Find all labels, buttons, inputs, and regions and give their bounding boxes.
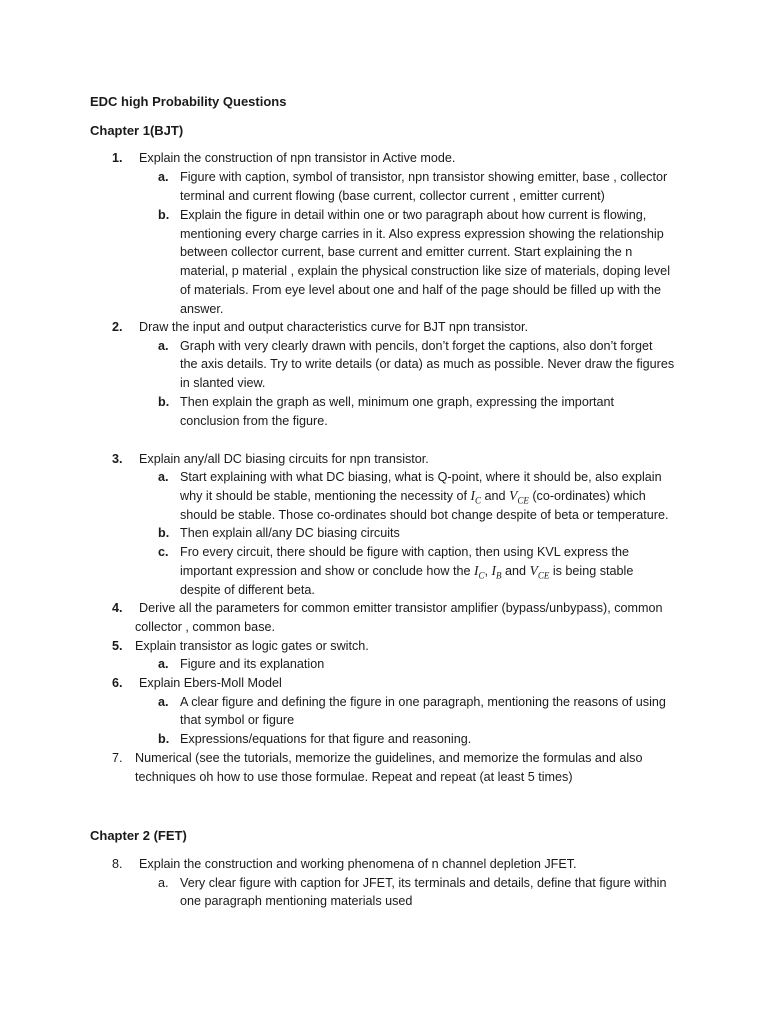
question-2-number: 2.	[112, 320, 123, 334]
question-3a-label: a.	[158, 470, 169, 484]
ib-math-subscript: B	[496, 570, 502, 581]
question-3c-line-3: despite of different beta.	[180, 583, 315, 597]
question-2b-line-2: conclusion from the figure.	[180, 414, 328, 428]
question-3c-line-2-post: is being stable	[549, 564, 634, 578]
ib-math	[491, 563, 502, 581]
question-1-text: Explain the construction of npn transistor in Active mode.	[139, 151, 456, 165]
question-4-number: 4.	[112, 601, 123, 615]
question-1b-line-1: Explain the figure in detail within one or two paragraph about how current is flowing,	[180, 208, 647, 222]
question-2a-label: a.	[158, 339, 169, 353]
question-3a-line-2	[180, 488, 646, 506]
question-3a-line-2-pre: why it should be stable, mentioning the necessity of	[180, 489, 471, 503]
question-7-line-2: techniques oh how to use those formulae. Repeat and repeat (at least 5 times)	[135, 770, 573, 784]
question-6b-text: Expressions/equations for that figure and reasoning.	[180, 732, 472, 746]
question-3c-line-2	[180, 563, 633, 581]
question-3c-label: c.	[158, 545, 169, 559]
question-1a-line-1: Figure with caption, symbol of transistor, npn transistor showing emitter, base , collector	[180, 170, 668, 184]
question-1b-line-2: mentioning every charge carries in it. Also express expression showing the relationship	[180, 227, 664, 241]
question-8-text: Explain the construction and working phenomena of n channel depletion JFET.	[139, 857, 577, 871]
question-8a-line-1: Very clear figure with caption for JFET, its terminals and details, define that figure within	[180, 876, 667, 890]
question-1b-line-6: answer.	[180, 302, 224, 316]
question-2a-line-1: Graph with very clearly drawn with pencils, don’t forget the captions, also don’t forget	[180, 339, 653, 353]
question-3b-line-1: Then explain all/any DC biasing circuits	[180, 526, 400, 540]
question-2b-line-1: Then explain the graph as well, minimum one graph, expressing the important	[180, 395, 615, 409]
question-3-number: 3.	[112, 452, 123, 466]
document-title: EDC high Probability Questions	[90, 94, 287, 109]
question-3c-and: and	[501, 564, 530, 578]
ic-math-2-symbol: I	[474, 563, 479, 578]
ic-math	[470, 488, 482, 506]
vce-math-2-symbol: V	[529, 563, 538, 578]
question-2a-line-3: in slanted view.	[180, 376, 266, 390]
question-5-number: 5.	[112, 639, 123, 653]
question-6a-line-2: that symbol or figure	[180, 713, 295, 727]
vce-math-symbol: V	[509, 488, 518, 503]
question-6b-label: b.	[158, 732, 170, 746]
question-5a-label: a.	[158, 657, 169, 671]
ic-math-subscript: C	[475, 495, 482, 506]
chapter-2-heading: Chapter 2 (FET)	[90, 828, 187, 843]
question-2a-line-2: the axis details. Try to write details (or data) as much as possible. Never draw the figures	[180, 357, 675, 371]
question-7-number: 7.	[112, 751, 123, 765]
question-8a-line-2: one paragraph mentioning materials used	[180, 894, 413, 908]
question-7-line-1: Numerical (see the tutorials, memorize the guidelines, and memorize the formulas and also	[135, 751, 643, 765]
ic-math-2-subscript: C	[478, 570, 485, 581]
vce-math	[509, 488, 529, 506]
question-3c-line-1: Fro every circuit, there should be figure with caption, then using KVL express the	[180, 545, 629, 559]
question-3-text: Explain any/all DC biasing circuits for npn transistor.	[139, 452, 429, 466]
question-3a-line-2-post: (co-ordinates) which	[528, 489, 646, 503]
question-5-text: Explain transistor as logic gates or switch.	[135, 639, 369, 653]
question-3a-line-3: should be stable. Those co-ordinates should bot change despite of beta or temperature.	[180, 508, 669, 522]
question-5a-text: Figure and its explanation	[180, 657, 325, 671]
vce-math-subscript: CE	[517, 495, 529, 506]
question-3a-and: and	[481, 489, 510, 503]
question-6a-line-1: A clear figure and defining the figure in one paragraph, mentioning the reasons of using	[180, 695, 666, 709]
vce-math-2-subscript: CE	[537, 570, 550, 581]
question-8a-label: a.	[158, 876, 169, 890]
question-4-line-2: collector , common base.	[135, 620, 275, 634]
question-2-text: Draw the input and output characteristics curve for BJT npn transistor.	[139, 320, 528, 334]
question-1-number: 1.	[112, 151, 123, 165]
ic-math-symbol: I	[470, 488, 476, 503]
question-1b-label: b.	[158, 208, 170, 222]
question-2b-label: b.	[158, 395, 170, 409]
ib-math-symbol: I	[491, 563, 497, 578]
question-3a-line-1: Start explaining with what DC biasing, what is Q-point, where it should be, also explain	[180, 470, 662, 484]
chapter-1-heading: Chapter 1(BJT)	[90, 123, 184, 138]
question-3b-label: b.	[158, 526, 170, 540]
ic-math-2	[474, 563, 485, 581]
question-3c-comma: ,	[484, 564, 492, 578]
question-1b-line-4: material, p material , explain the physical construction like size of materials, doping level	[180, 264, 670, 278]
question-6-text: Explain Ebers-Moll Model	[139, 676, 282, 690]
question-6-number: 6.	[112, 676, 123, 690]
question-1b-line-3: between collector current, base current and emitter current. Start explaining the n	[180, 245, 633, 259]
question-1b-line-5: of materials. From eye level about one and half of the page should be filled up with the	[180, 283, 661, 297]
question-8-number: 8.	[112, 857, 123, 871]
question-4-line-1: Derive all the parameters for common emitter transistor amplifier (bypass/unbypass), common	[139, 601, 663, 615]
question-1a-label: a.	[158, 170, 169, 184]
vce-math-2	[529, 563, 550, 581]
question-1a-line-2: terminal and current flowing (base current, collector current , emitter current)	[180, 189, 605, 203]
question-6a-label: a.	[158, 695, 169, 709]
question-3c-line-2-pre: important expression and show or conclude how the	[180, 564, 475, 578]
